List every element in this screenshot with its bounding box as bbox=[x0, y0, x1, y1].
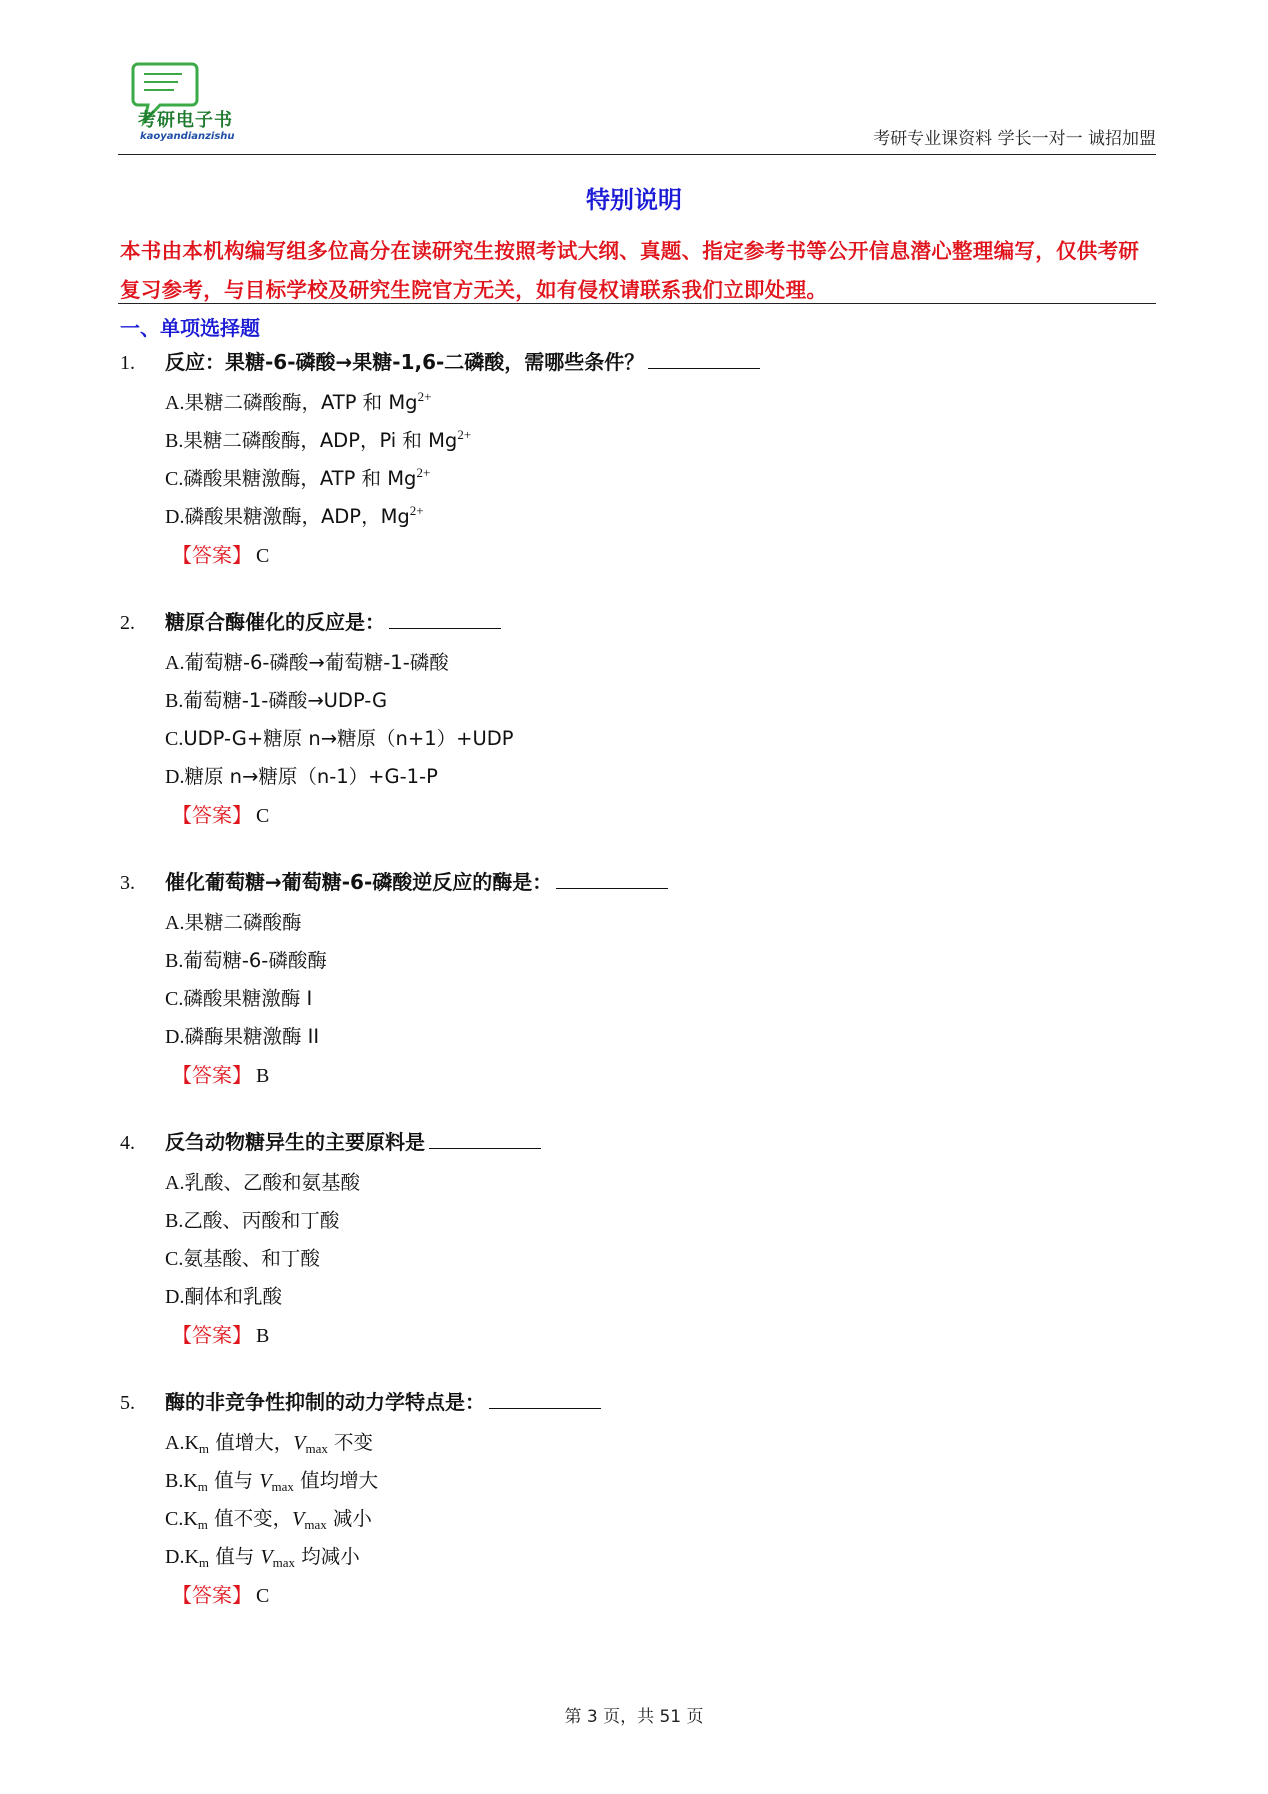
option-c: C.磷酸果糖激酶，ATP 和 $Mg^{2+}$ bbox=[165, 465, 431, 490]
answer bbox=[120, 1316, 1150, 1354]
option-d: D.糖原 n→糖原（n-1）+G-1-P bbox=[165, 765, 438, 788]
question-stem: 反应：果糖-6-磷酸→果糖-1,6-二磷酸，需哪些条件？ bbox=[165, 350, 645, 374]
question-number: 5. bbox=[120, 1392, 135, 1414]
question-1 bbox=[120, 346, 1150, 574]
question-stem: 催化葡萄糖→葡萄糖-6-磷酸逆反应的酶是： bbox=[165, 870, 553, 894]
answer-blank bbox=[489, 1390, 601, 1409]
answer-label: 【答案】 bbox=[172, 1063, 252, 1087]
section-title: 一、单项选择题 bbox=[120, 316, 260, 340]
option-a: A.葡萄糖-6-磷酸→葡萄糖-1-磷酸 bbox=[165, 651, 449, 674]
answer bbox=[120, 536, 1150, 574]
question-stem: 反刍动物糖异生的主要原料是 bbox=[165, 1130, 425, 1154]
question-3 bbox=[120, 866, 1150, 1094]
option-a: $A.K_m$ 值增大，$V_{max}$ 不变 bbox=[165, 1431, 374, 1456]
question-stem: 糖原合酶催化的反应是： bbox=[165, 610, 385, 634]
option-a: A.果糖二磷酸酶，ATP 和 $Mg^{2+}$ bbox=[165, 389, 432, 414]
answer-label: 【答案】 bbox=[172, 1323, 252, 1347]
answer-value: C bbox=[256, 805, 270, 827]
answer bbox=[120, 1576, 1150, 1614]
option-b: B.葡萄糖-6-磷酸酶 bbox=[165, 949, 327, 972]
option-d: $D.K_m$ 值与 $V_{max}$ 均减小 bbox=[165, 1545, 360, 1570]
answer-label: 【答案】 bbox=[172, 543, 252, 567]
page-footer: 第 3 页，共 51 页 bbox=[564, 1707, 704, 1727]
question-number: 4. bbox=[120, 1132, 135, 1154]
option-c: C.磷酸果糖激酶 I bbox=[165, 987, 313, 1010]
question-5 bbox=[120, 1386, 1150, 1614]
option-a: A.果糖二磷酸酶 bbox=[165, 911, 302, 934]
option-b: B.果糖二磷酸酶，ADP，Pi 和 $Mg^{2+}$ bbox=[165, 427, 472, 452]
option-d: D.酮体和乳酸 bbox=[165, 1285, 282, 1308]
answer-value: B bbox=[256, 1065, 270, 1087]
logo-subtext: kaoyandianzishu bbox=[140, 131, 235, 142]
answer-label: 【答案】 bbox=[172, 803, 252, 827]
notice-body: 本书由本机构编写组多位高分在读研究生按照考试大纲、真题、指定参考书等公开信息潜心整理编写，仅供考研复习参考，与目标学校及研究生院官方无关，如有侵权请联系我们立即处理。 bbox=[120, 239, 1140, 302]
answer-blank bbox=[429, 1130, 541, 1149]
header-divider bbox=[118, 154, 1156, 155]
answer-blank bbox=[389, 610, 501, 629]
question-number: 2. bbox=[120, 612, 135, 634]
option-c: C.氨基酸、和丁酸 bbox=[165, 1247, 320, 1270]
answer-blank bbox=[648, 350, 760, 369]
option-d: D.磷酶果糖激酶 II bbox=[165, 1025, 320, 1048]
question-4 bbox=[120, 1126, 1150, 1354]
question-2 bbox=[120, 606, 1150, 834]
answer bbox=[120, 1056, 1150, 1094]
option-b: $B.K_m$ 值与 $V_{max}$ 值均增大 bbox=[165, 1469, 379, 1494]
question-list bbox=[120, 346, 1150, 1646]
notice-divider bbox=[118, 303, 1156, 304]
option-c: $C.K_m$ 值不变，$V_{max}$ 减小 bbox=[165, 1507, 372, 1532]
answer-value: C bbox=[256, 1585, 270, 1607]
logo-text: 考研电子书 bbox=[138, 110, 233, 131]
answer bbox=[120, 796, 1150, 834]
answer-label: 【答案】 bbox=[172, 1583, 252, 1607]
option-b: B.乙酸、丙酸和丁酸 bbox=[165, 1209, 340, 1232]
answer-value: B bbox=[256, 1325, 270, 1347]
question-number: 3. bbox=[120, 872, 135, 894]
option-c: C.UDP-G+糖原 n→糖原（n+1）+UDP bbox=[165, 727, 514, 750]
option-d: D.磷酸果糖激酶，ADP，$Mg^{2+}$ bbox=[165, 503, 424, 528]
notice-title: 特别说明 bbox=[586, 186, 682, 214]
question-number: 1. bbox=[120, 352, 135, 374]
option-a: A.乳酸、乙酸和氨基酸 bbox=[165, 1171, 360, 1194]
answer-blank bbox=[556, 870, 668, 889]
option-b: B.葡萄糖-1-磷酸→UDP-G bbox=[165, 689, 388, 712]
header-tagline: 考研专业课资料 学长一对一 诚招加盟 bbox=[873, 129, 1156, 149]
answer-value: C bbox=[256, 545, 270, 567]
question-stem: 酶的非竞争性抑制的动力学特点是： bbox=[165, 1390, 485, 1414]
